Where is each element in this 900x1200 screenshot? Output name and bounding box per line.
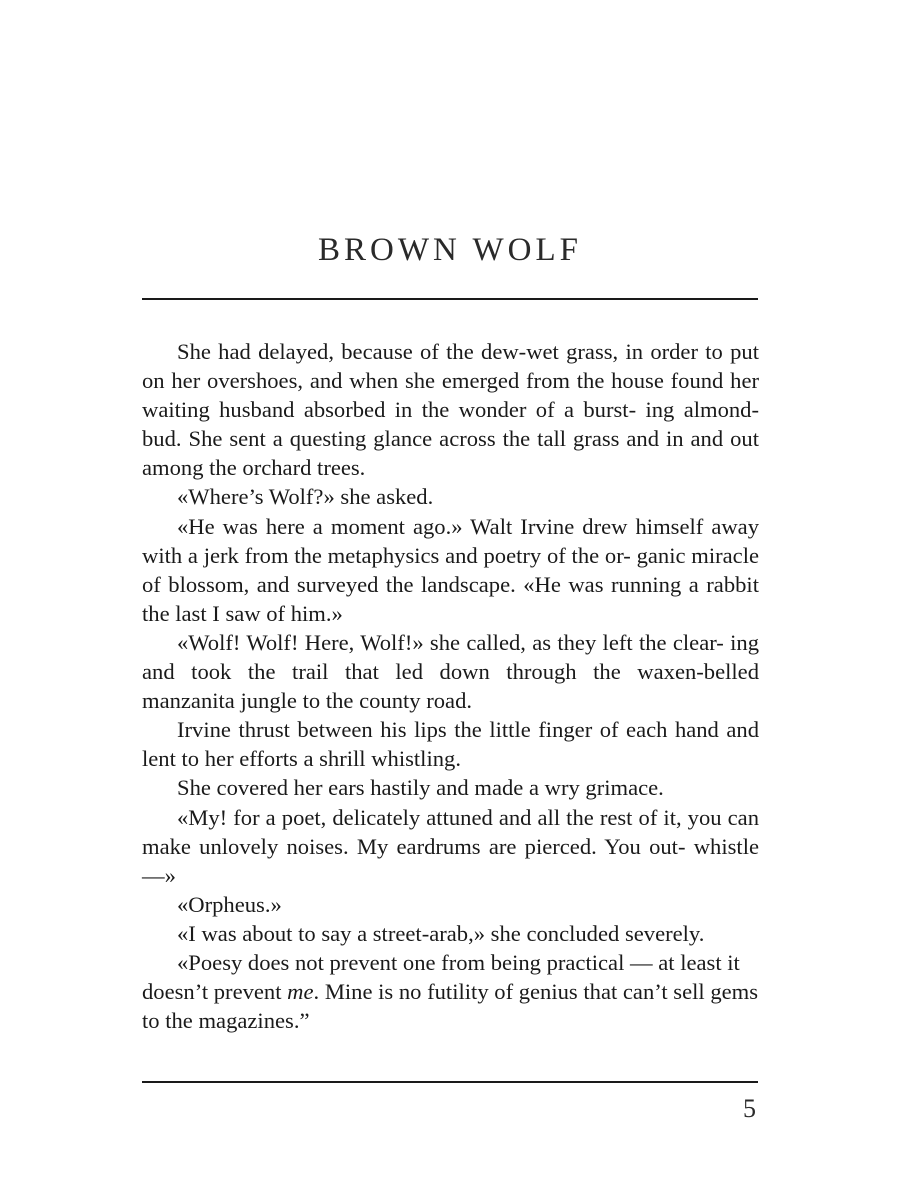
paragraph: «My! for a poet, delicately attuned and all the rest of it, you can make unlovely noises. My eardrums are pierced. You out- whistle —» — [142, 804, 759, 888]
chapter-title: BROWN WOLF — [318, 232, 582, 268]
paragraph: «I was about to say a street-arab,» she concluded severely. — [177, 920, 705, 946]
final-paragraph — [142, 948, 759, 1035]
page-number: 5 — [743, 1094, 756, 1123]
body-text — [142, 337, 759, 1035]
top-rule — [142, 298, 758, 300]
final-paragraph-end: . Mine is no futility of genius that can’t sell gems to the magazines.” — [142, 979, 759, 1034]
paragraph: She had delayed, because of the dew-wet grass, in order to put on her overshoes, and when she emerged from the house found her waiting husband absorbed in the wonder of a burst- ing almond-bud. She sent a questing glance across the tall grass and in and out among the orchard trees. — [142, 339, 759, 481]
paragraph: «He was here a moment ago.» Walt Irvine drew himself away with a jerk from the metaphysics and poetry of the or- ganic miracle of blossom, and surveyed the landscape. «He was running a rabbit the last I saw of him.» — [142, 513, 759, 626]
bottom-rule — [142, 1081, 758, 1083]
paragraph: «Wolf! Wolf! Here, Wolf!» she called, as they left the clear- ing and took the trail that led down through the waxen-belled manzanita jungle to the county road. — [142, 629, 759, 714]
paragraph: She covered her ears hastily and made a wry grimace. — [177, 775, 664, 801]
emphasized-word: me — [287, 979, 314, 1005]
paragraph: «Orpheus.» — [177, 891, 282, 917]
paragraph: «Where’s Wolf?» she asked. — [177, 484, 434, 510]
paragraph: Irvine thrust between his lips the little finger of each hand and lent to her efforts a shrill whistling. — [142, 717, 759, 772]
final-paragraph-start: «Poesy does not prevent one from being practical — at least it doesn’t prevent — [142, 949, 740, 1005]
